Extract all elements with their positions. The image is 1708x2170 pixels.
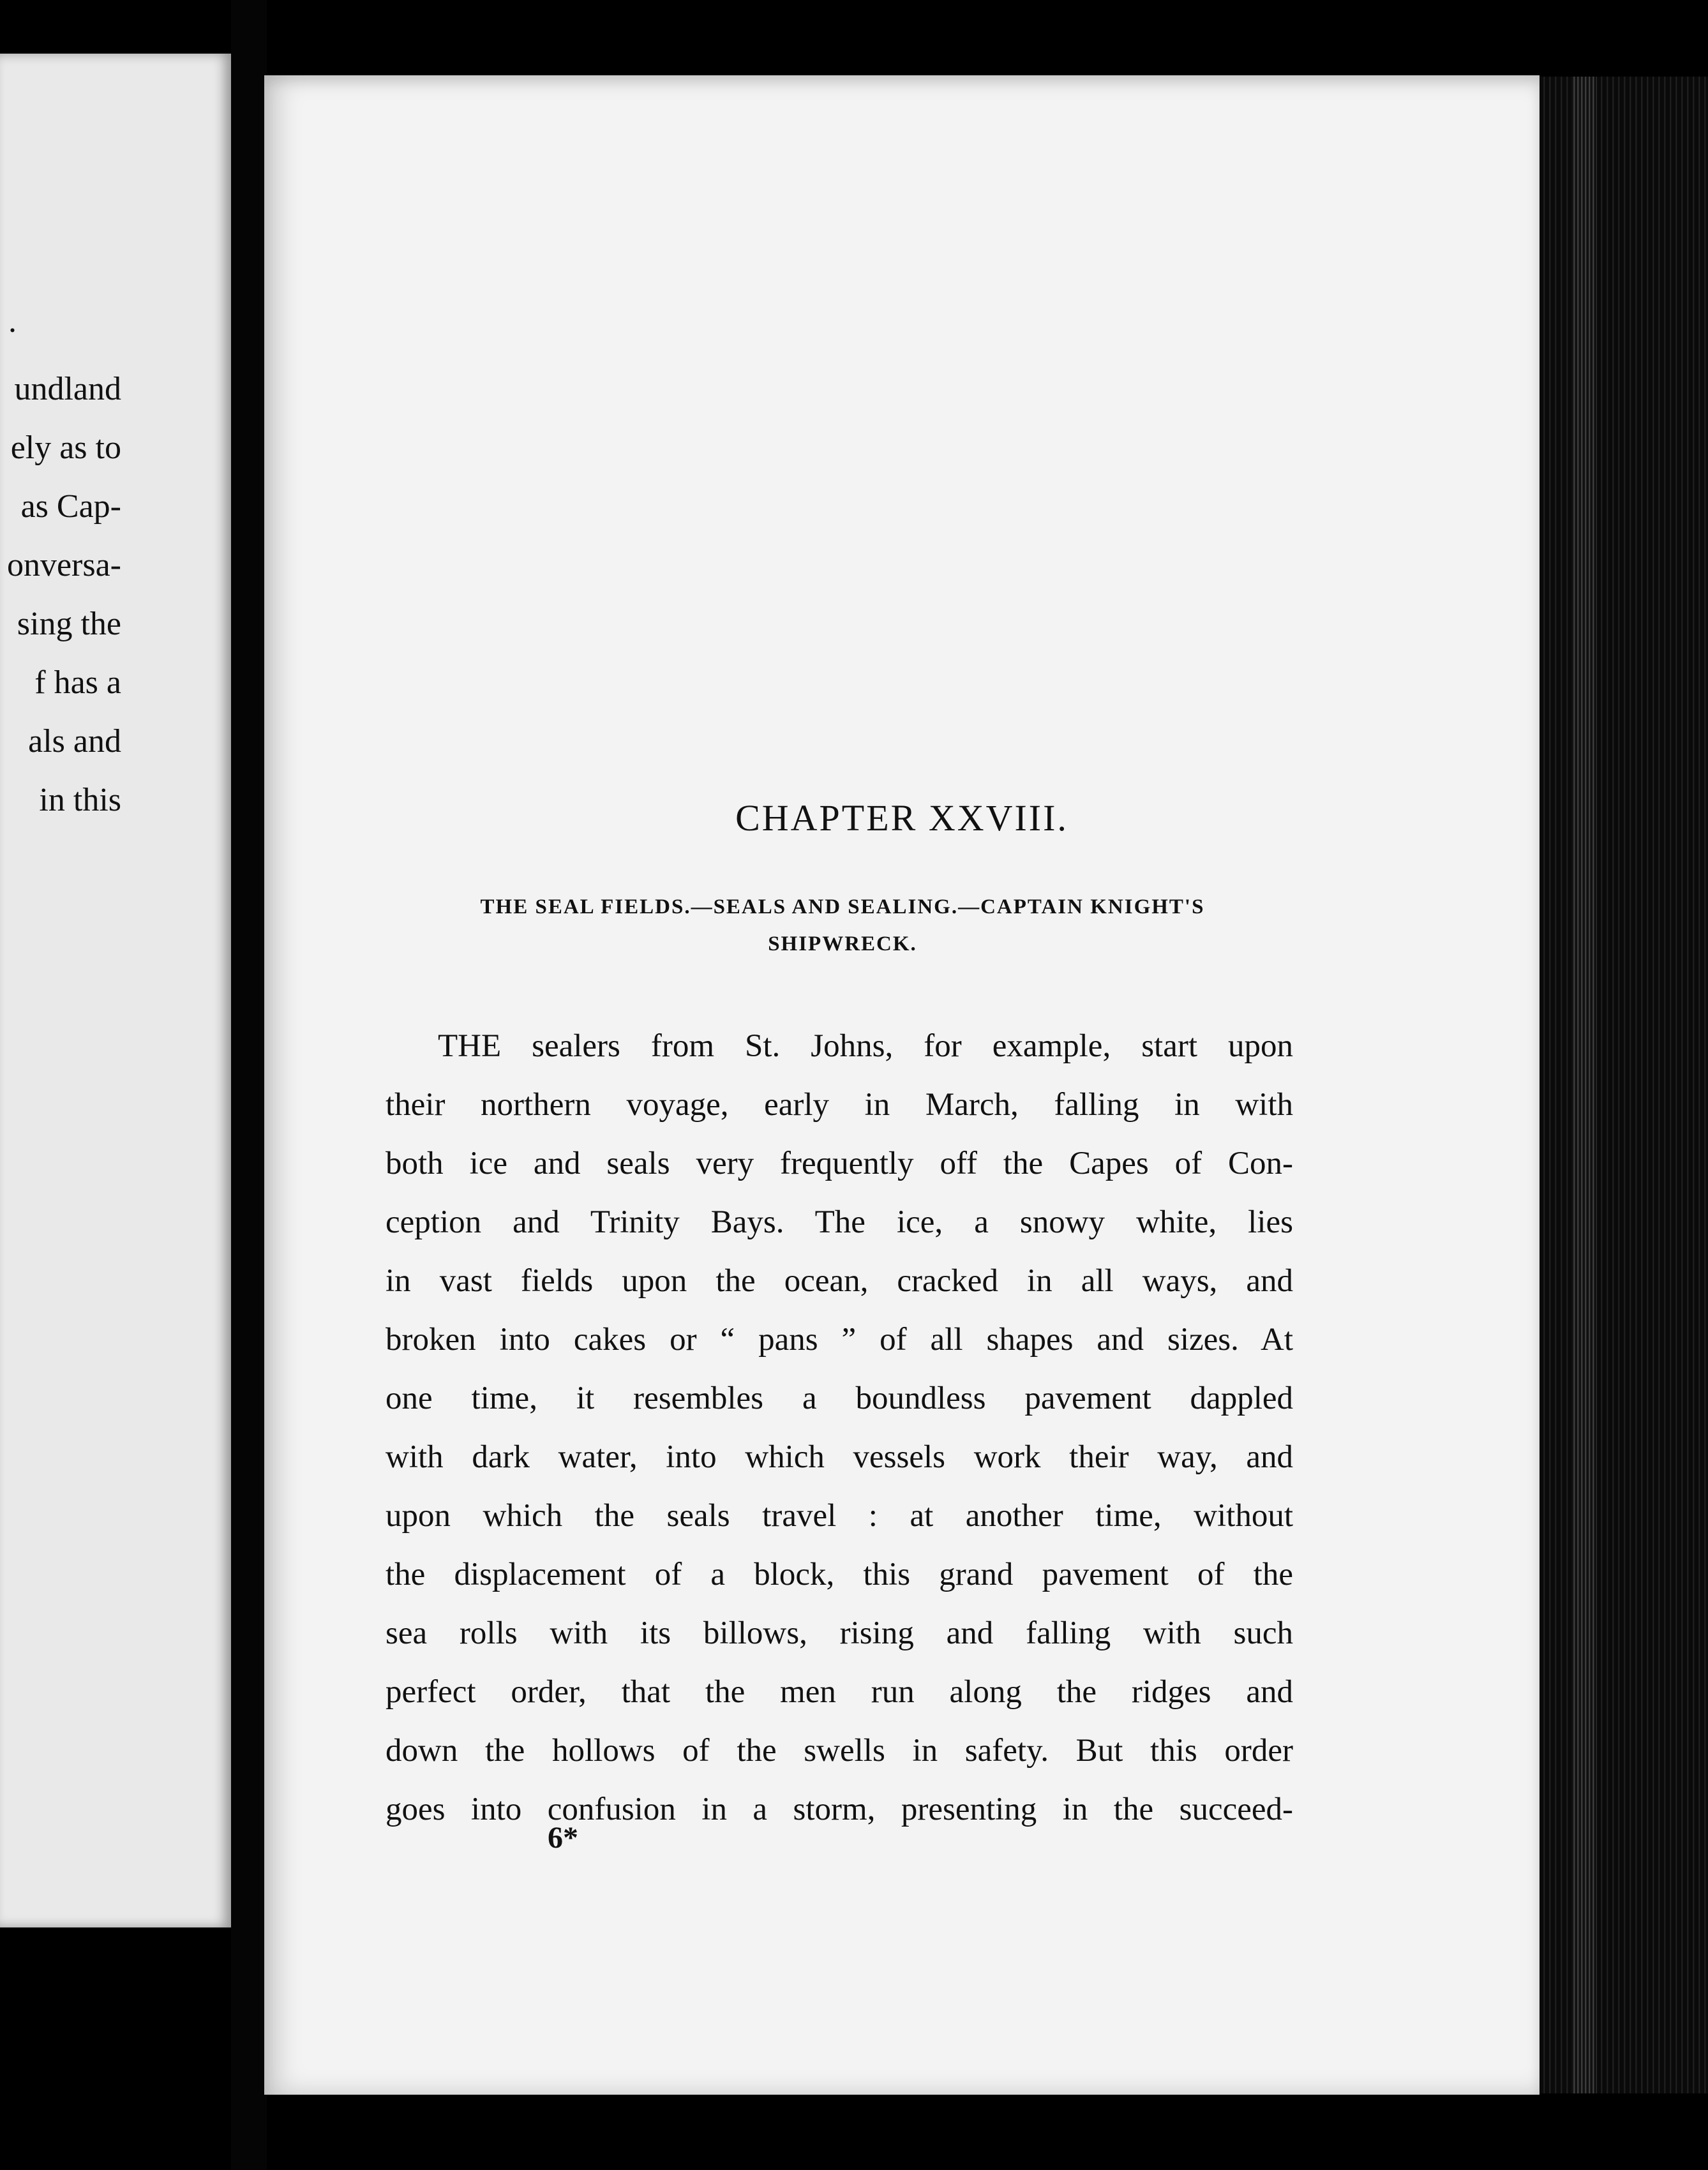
body-line: down the hollows of the swells in safety. But this order (386, 1733, 1293, 1769)
body-line: both ice and seals very frequently off the Capes of Con- (386, 1146, 1293, 1181)
body-line: in vast fields upon the ocean, cracked in all ways, and (386, 1263, 1293, 1299)
body-line: THE sealers from St. Johns, for example, start upon (438, 1028, 1293, 1064)
body-line: broken into cakes or “ pans ” of all shapes and sizes. At (386, 1322, 1293, 1358)
page-edge-stack (1539, 77, 1708, 2093)
body-line: upon which the seals travel : at another time, without (386, 1498, 1293, 1534)
left-page-line: als and (28, 723, 121, 760)
left-page-line: ely as to (10, 430, 121, 466)
left-page-line: in this (39, 782, 121, 818)
left-page-line: undland (14, 371, 121, 407)
left-page-line: as Cap- (20, 488, 121, 525)
body-line: one time, it resembles a boundless pavement dappled (386, 1381, 1293, 1416)
chapter-subtitle (383, 888, 1302, 962)
body-line: with dark water, into which vessels work their way, and (386, 1439, 1293, 1475)
left-page-line: f has a (34, 664, 121, 701)
body-line: sea rolls with its billows, rising and falling with such (386, 1615, 1293, 1651)
body-line: goes into confusion in a storm, presenting in the succeed- (386, 1792, 1293, 1827)
chapter-subtitle-line: THE SEAL FIELDS.—SEALS AND SEALING.—CAPTAIN KNIGHT'S (480, 895, 1205, 918)
chapter-title: CHAPTER XXVIII. (735, 797, 1068, 839)
body-paragraph (386, 1017, 1293, 1839)
body-line: perfect order, that the men run along the ridges and (386, 1674, 1293, 1710)
body-line: their northern voyage, early in March, falling in with (386, 1087, 1293, 1123)
body-line: ception and Trinity Bays. The ice, a snowy white, lies (386, 1204, 1293, 1240)
page-edge-highlight (1571, 77, 1597, 2093)
body-line: the displacement of a block, this grand pavement of the (386, 1557, 1293, 1592)
left-facing-page (0, 54, 231, 1927)
signature-mark: 6* (548, 1821, 578, 1855)
left-page-line: onversa- (6, 547, 121, 583)
left-page-line: sing the (17, 606, 121, 642)
book-gutter (231, 0, 267, 2170)
left-page-line: . (8, 303, 17, 340)
chapter-subtitle-line: SHIPWRECK. (768, 932, 917, 955)
